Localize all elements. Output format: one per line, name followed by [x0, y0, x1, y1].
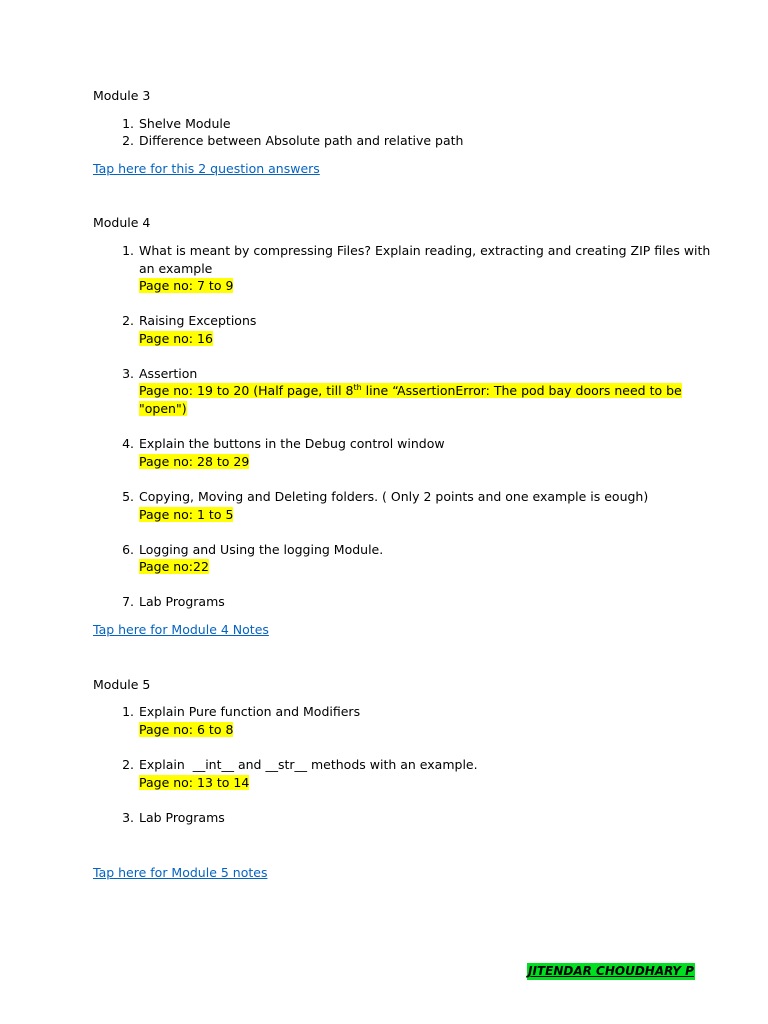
list-item-text: Difference between Absolute path and relative path [139, 133, 464, 148]
page-reference-highlight: Page no: 28 to 29 [139, 454, 250, 469]
list-item-number: 3. [122, 366, 134, 381]
list-item-text: Logging and Using the logging Module. [139, 542, 384, 557]
page-reference-highlight: Page no: 16 [139, 331, 213, 346]
list-item-number: 2. [122, 757, 134, 772]
page-reference-highlight: Page no: 7 to 9 [139, 278, 234, 293]
module-4-heading: Module 4 [93, 215, 151, 230]
list-item-text-continued: an example [139, 261, 213, 276]
author-credit: JITENDAR CHOUDHARY P [528, 964, 694, 978]
list-item-text: Shelve Module [139, 116, 231, 131]
list-item-number: 5. [122, 489, 134, 504]
list-item-number: 3. [122, 810, 134, 825]
list-item-number: 6. [122, 542, 134, 557]
page-reference-highlight [139, 383, 682, 398]
page-reference-part: line “AssertionError: The pod bay doors need to be [361, 383, 682, 398]
page-reference-part: Page no: 19 to 20 (Half page, till 8 [139, 383, 354, 398]
ordinal-superscript: th [353, 382, 362, 392]
list-item-text: What is meant by compressing Files? Explain reading, extracting and creating ZIP files with [139, 243, 711, 258]
list-item-number: 2. [122, 133, 134, 148]
module-3-answers-link[interactable]: Tap here for this 2 question answers [93, 161, 320, 176]
list-item-number: 7. [122, 594, 134, 609]
list-item-text: Explain Pure function and Modifiers [139, 704, 361, 719]
list-item-text: Raising Exceptions [139, 313, 257, 328]
module-3-heading: Module 3 [93, 88, 151, 103]
list-item-text: Copying, Moving and Deleting folders. ( Only 2 points and one example is eough) [139, 489, 649, 504]
module-5-heading: Module 5 [93, 677, 151, 692]
list-item-text: Lab Programs [139, 810, 225, 825]
module-5-notes-link[interactable]: Tap here for Module 5 notes [93, 865, 268, 880]
page-reference-highlight: Page no:22 [139, 559, 209, 574]
page-reference-highlight: Page no: 13 to 14 [139, 775, 250, 790]
list-item-number: 4. [122, 436, 134, 451]
list-item-text: Lab Programs [139, 594, 225, 609]
list-item-text: Explain the buttons in the Debug control window [139, 436, 445, 451]
list-item-number: 1. [122, 704, 134, 719]
module-4-notes-link[interactable]: Tap here for Module 4 Notes [93, 622, 269, 637]
page-reference-highlight: Page no: 6 to 8 [139, 722, 234, 737]
page-reference-highlight: Page no: 1 to 5 [139, 507, 234, 522]
page-reference-highlight: "open") [139, 401, 187, 416]
list-item-number: 1. [122, 243, 134, 258]
list-item-text: Assertion [139, 366, 198, 381]
list-item-number: 1. [122, 116, 134, 131]
list-item-number: 2. [122, 313, 134, 328]
list-item-text: Explain __int__ and __str__ methods with an example. [139, 757, 478, 772]
